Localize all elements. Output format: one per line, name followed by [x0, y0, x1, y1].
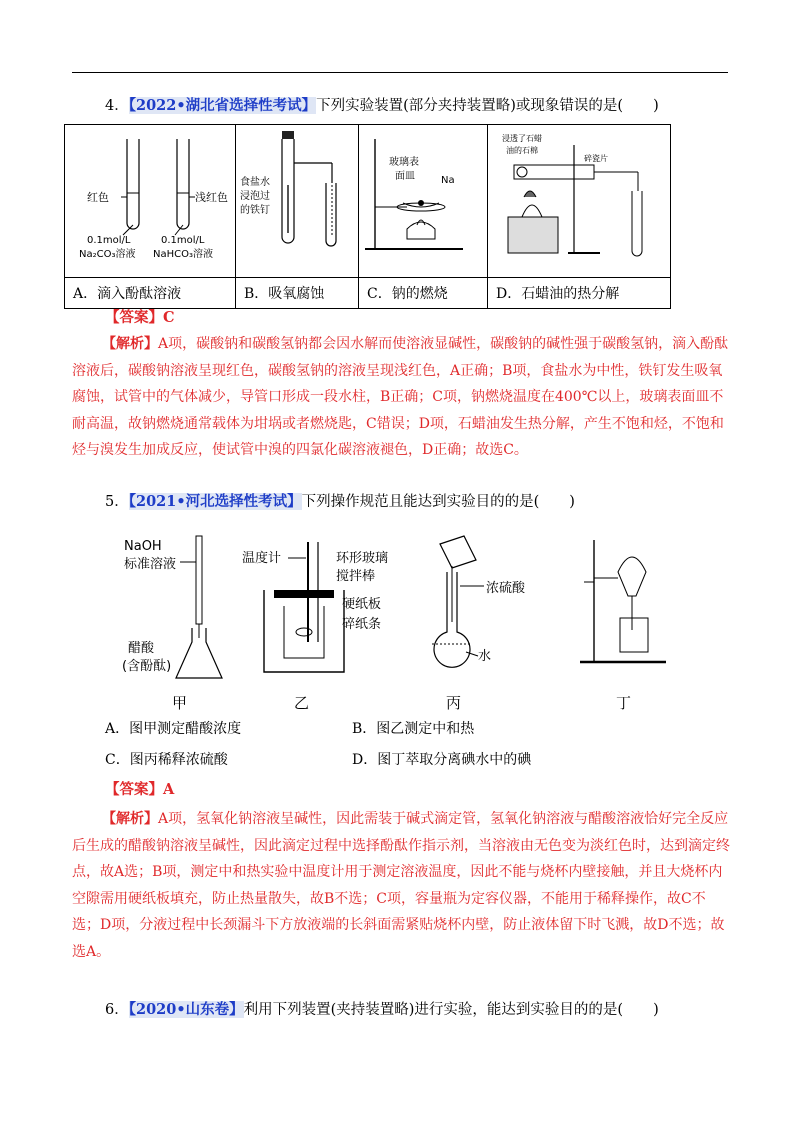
label-water: 水	[478, 649, 492, 664]
question-number: 5．	[105, 494, 129, 510]
answer-4: 【答案】C	[105, 309, 175, 326]
figure-jia	[120, 532, 240, 712]
caption-jia: 甲	[172, 694, 188, 712]
label-naoh: NaOH	[124, 539, 162, 554]
label-phenolphthalein: (含酚酞)	[122, 659, 172, 674]
label-standard-solution: 标准溶液	[124, 557, 177, 572]
label-brine: 食盐水	[240, 177, 270, 188]
question-number: 6．	[105, 1002, 129, 1018]
question-number: 4．	[105, 98, 129, 114]
label-paper-scraps: 碎纸条	[342, 617, 382, 632]
label-asbestos-1: 浸透了石蜡	[502, 134, 542, 143]
option-c: C．图丙稀释浓硫酸	[105, 752, 228, 768]
left-solution: Na₂CO₃溶液	[79, 249, 136, 260]
option-d: D．石蜡油的热分解	[488, 278, 671, 309]
paraffin-decomposition-figure	[488, 125, 670, 273]
question-text: 下列操作规范且能达到实验目的的是(	[301, 494, 540, 510]
label-asbestos-2: 油的石棉	[506, 146, 538, 155]
sodium-burning-figure	[359, 125, 487, 273]
explanation-head: 【解析】	[102, 336, 158, 352]
caption-ding: 丁	[616, 694, 632, 712]
header-rule	[72, 72, 728, 73]
label-thermometer: 温度计	[242, 551, 282, 566]
label-conc-sulfuric: 浓硫酸	[486, 581, 526, 596]
label-iron-nail: 的铁钉	[240, 205, 270, 216]
explanation-head: 【解析】	[102, 811, 158, 827]
option-a: A．滴入酚酞溶液	[65, 278, 236, 309]
question-5-stem	[105, 492, 575, 512]
question-text: 下列实验装置(部分夹持装置略)或现象错误的是(	[316, 98, 624, 114]
source-tag: 【2021•河北选择性考试】	[128, 493, 302, 510]
caption-yi: 乙	[294, 694, 310, 712]
caption-bing: 丙	[446, 694, 462, 712]
label-porcelain: 碎瓷片	[584, 154, 608, 163]
label-watch-glass-1: 玻璃表	[389, 157, 419, 168]
explanation-4	[72, 331, 730, 464]
explanation-5	[72, 806, 730, 965]
figure-a	[65, 125, 236, 278]
answer-5: 【答案】A	[105, 781, 175, 798]
left-concentration: 0.1mol/L	[87, 235, 131, 246]
explanation-text: A项，氢氧化钠溶液呈碱性，因此需装于碱式滴定管，氢氧化钠溶液与醋酸溶液恰好完全反应后生成的醋酸钠溶液呈碱性，因此滴定过程中选择酚酞作指示剂，当溶液由无色变为淡红色时，达到滴定终点，故A选；B项，测定中和热实验中温度计用于测定溶液温度，因此不能与烧杯内壁接触，并且大烧杯内空隙需用硬纸板填充，防止热量散失，故B不选；C项，容量瓶为定容仪器，不能用于稀释操作，故C不选；D项，分液过程中长颈漏斗下方放液端的长斜面需紧贴烧杯内壁，防止液体留下时飞溅，故D不选；故选A。	[72, 811, 730, 960]
question-4-stem	[105, 96, 659, 116]
figure-b	[236, 125, 359, 278]
label-soaked: 浸泡过	[240, 191, 270, 202]
figure-c	[359, 125, 488, 278]
label-watch-glass-2: 面皿	[395, 171, 415, 182]
figure-bing	[410, 532, 540, 712]
option-d: D．图丁萃取分离碘水中的碘	[352, 752, 532, 768]
source-tag: 【2020•山东卷】	[128, 1001, 244, 1018]
iron-nail-figure	[236, 125, 358, 273]
label-stirrer-1: 环形玻璃	[336, 551, 389, 566]
figure-ding	[570, 532, 690, 712]
right-solution: NaHCO₃溶液	[153, 249, 213, 260]
label-red: 红色	[87, 191, 109, 204]
option-b: B．吸氧腐蚀	[236, 278, 359, 309]
test-tubes-figure	[65, 125, 235, 273]
label-stirrer-2: 搅拌棒	[336, 569, 376, 584]
question-text: 利用下列装置(夹持装置略)进行实验，能达到实验目的的是(	[243, 1002, 624, 1018]
label-light-red: 浅红色	[195, 191, 228, 204]
paren-close: )	[569, 494, 575, 510]
paren-close: )	[653, 98, 659, 114]
option-a: A．图甲测定醋酸浓度	[105, 721, 242, 737]
question-6-stem	[105, 1000, 659, 1020]
label-cardboard: 硬纸板	[342, 597, 382, 612]
figure-d	[488, 125, 671, 278]
right-concentration: 0.1mol/L	[161, 235, 205, 246]
question-4-table	[64, 124, 671, 309]
explanation-text: A项，碳酸钠和碳酸氢钠都会因水解而使溶液显碱性，碳酸钠的碱性强于碳酸氢钠，滴入酚酞溶液后，碳酸钠溶液呈现红色，碳酸氢钠的溶液呈现浅红色，A正确；B项，食盐水为中性，铁钉发生吸氧腐蚀，试管中的气体减少，导管口形成一段水柱，B正确；C项，钠燃烧温度在400℃以上，玻璃表面皿不耐高温，故钠燃烧通常载体为坩埚或者燃烧匙，C错误；D项，石蜡油发生热分解，产生不饱和烃，不饱和烃与溴发生加成反应，使试管中溴的四氯化碳溶液褪色，D正确；故选C。	[72, 336, 729, 458]
option-c: C．钠的燃烧	[359, 278, 488, 309]
paren-close: )	[653, 1002, 659, 1018]
option-b: B．图乙测定中和热	[352, 721, 475, 737]
label-acetic-acid: 醋酸	[128, 641, 155, 656]
source-tag: 【2022•湖北省选择性考试】	[128, 97, 317, 114]
label-na: Na	[441, 175, 455, 186]
figure-yi	[240, 532, 400, 712]
